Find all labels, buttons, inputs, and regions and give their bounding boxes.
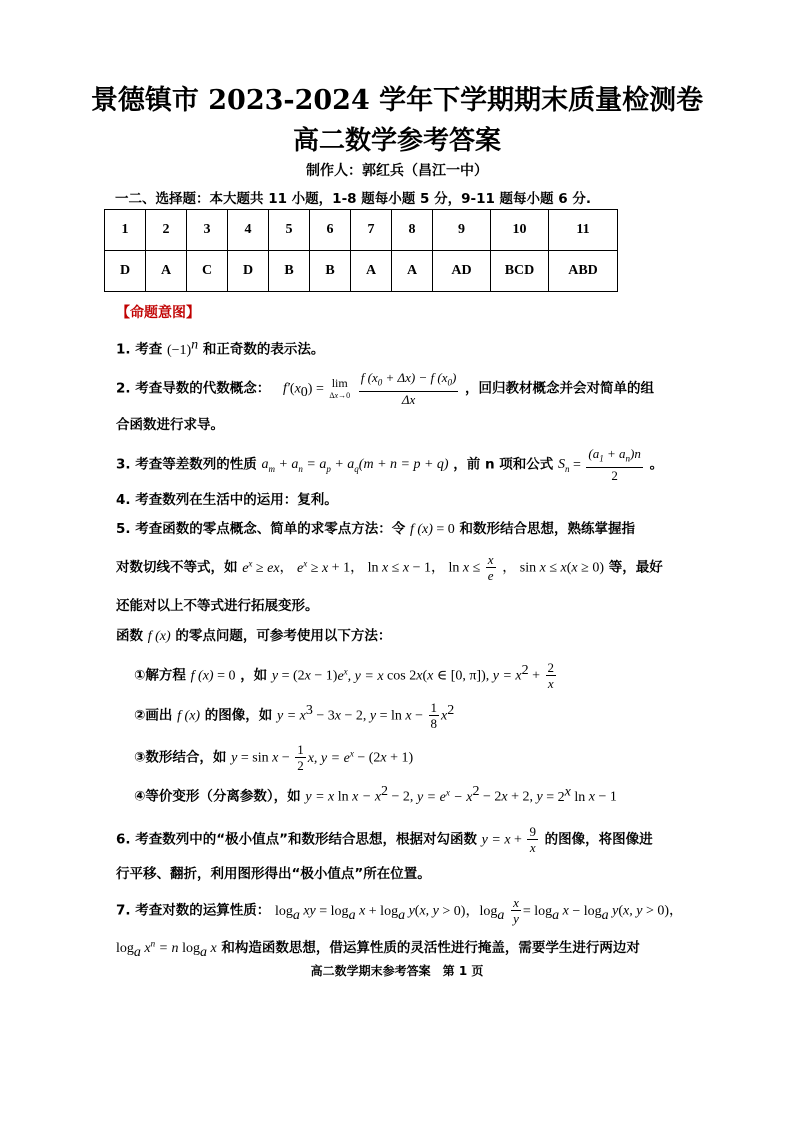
- document-title: 景德镇市 2023-2024 学年下学期期末质量检测卷: [90, 85, 704, 116]
- question-number-cell: 7: [351, 210, 392, 251]
- answer-cell: A: [392, 251, 433, 292]
- zero-problem-intro: 函数 f (x) 的零点问题，可参考使用以下方法：: [116, 628, 392, 644]
- answer-cell: BCD: [491, 251, 549, 292]
- question-number-cell: 2: [146, 210, 187, 251]
- item-2: 2. 考查导数的代数概念： $f'(x_0)$ = lim Δx→0 $\frac{f (x_0 + \Delta x) - f (x_0)}{\Delta x}$ ，回归教材概念并会对简单的组: [116, 370, 655, 407]
- item-1: 1. 考查 $(-1)^n$ 和正奇数的表示法。: [116, 337, 325, 358]
- answer-cell: A: [146, 251, 187, 292]
- answer-cell: C: [187, 251, 228, 292]
- answer-cell: A: [351, 251, 392, 292]
- item-3: 3. 考查等差数列的性质 $a_m + a_n = a_p + a_q(m + n = p + q)$ ，前 n 项和公式 $S_n$ = $\frac{(a_1 + a_n)n}{2}$ 。: [116, 446, 664, 483]
- item-5: 5. 考查函数的零点概念、简单的求零点方法：令 f (x) = 0 和数形结合思想，熟练掌握指: [116, 521, 635, 537]
- question-number-cell: 10: [491, 210, 549, 251]
- answer-cell: B: [310, 251, 351, 292]
- item-7: 7. 考查对数的运算性质： $\log_a$ xy = $\log_a x + \log_a y(x$, y > 0)，$\log_a$ $\frac{x}{y}$ = $\log_a x - \log_a y(x$, y > 0)，: [116, 895, 684, 926]
- method-3: ③数形结合，如 y = sin x − $\frac{1}{2}$ x, $y = e^x - (2x + 1)$: [134, 742, 414, 773]
- question-number-cell: 8: [392, 210, 433, 251]
- author-line: 制作人：郭红兵（昌江一中）: [306, 163, 488, 179]
- answer-cell: B: [269, 251, 310, 292]
- item-4: 4. 考查数列在生活中的运用：复利。: [116, 492, 338, 508]
- answer-cell: AD: [433, 251, 491, 292]
- intent-tag: 【命题意图】: [116, 305, 200, 321]
- section-heading-choice: 一二、选择题：本大题共 11 小题，1-8 题每小题 5 分，9-11 题每小题 6 分.: [115, 191, 591, 207]
- formula-sum: $\frac{(a_1 + a_n)n}{2}$: [588, 446, 641, 483]
- item-6-cont: 行平移、翻折，利用图形得出“极小值点”所在位置。: [116, 866, 431, 882]
- question-number-cell: 3: [187, 210, 228, 251]
- document-subtitle: 高二数学参考答案: [292, 126, 501, 156]
- answer-table: [104, 209, 618, 292]
- question-number-cell: 11: [549, 210, 618, 251]
- formula: $(-1)^n$: [166, 337, 199, 358]
- answer-table-answer-row: [105, 251, 618, 292]
- method-2: ②画出 f (x) 的图像，如 $y = x^3 - 3x - 2$, y = ln x − $\frac{1}{8}$ $x^2$: [134, 700, 455, 731]
- item-2-cont: 合函数进行求导。: [116, 417, 224, 433]
- answer-cell: D: [105, 251, 146, 292]
- answer-cell: ABD: [549, 251, 618, 292]
- page-footer: 高二数学期末参考答案 第 1 页: [310, 964, 484, 978]
- answer-cell: D: [228, 251, 269, 292]
- question-number-cell: 5: [269, 210, 310, 251]
- method-1: ①解方程 f (x) = 0 ，如 $y = (2x - 1)e^x$, y = x cos 2x(x ∈ [0, π]), $y = x^2$ + $\frac{2}{x}$: [134, 660, 555, 691]
- question-number-cell: 4: [228, 210, 269, 251]
- item-5-cont: 对数切线不等式，如 $e^x$ ≥ ex， $e^x \ge x + 1$， ln x ≤ x − 1， ln x ≤ $\frac{x}{e}$ ， sin x ≤ x(x ≥ 0) 等，最好: [116, 552, 663, 583]
- method-4: ④等价变形（分离参数），如 y = x $\ln x - x^2 - 2$, $y = e^x - x^2 - 2x + 2$, $y = 2^x$ ln x − 1: [134, 784, 617, 805]
- item-5-cont2: 还能对以上不等式进行拓展变形。: [116, 598, 319, 614]
- question-number-cell: 6: [310, 210, 351, 251]
- answer-table-number-row: [105, 210, 618, 251]
- formula-derivative: $\frac{f (x_0 + \Delta x) - f (x_0)}{\Delta x}$: [360, 370, 457, 407]
- item-6: 6. 考查数列中的“极小值点”和数形结合思想，根据对勾函数 y = x + $\frac{9}{x}$ 的图像，将图像进: [116, 824, 653, 855]
- formula: f′: [282, 381, 290, 397]
- formula: $a_m + a_n = a_p + a_q(m + n = p + q)$: [261, 457, 449, 475]
- question-number-cell: 1: [105, 210, 146, 251]
- question-number-cell: 9: [433, 210, 491, 251]
- item-7-cont: $\log_a x^n = n$ $\log_a x$ 和构造函数思想，借运算性质的灵活性进行掩盖，需要学生进行两边对: [116, 938, 640, 960]
